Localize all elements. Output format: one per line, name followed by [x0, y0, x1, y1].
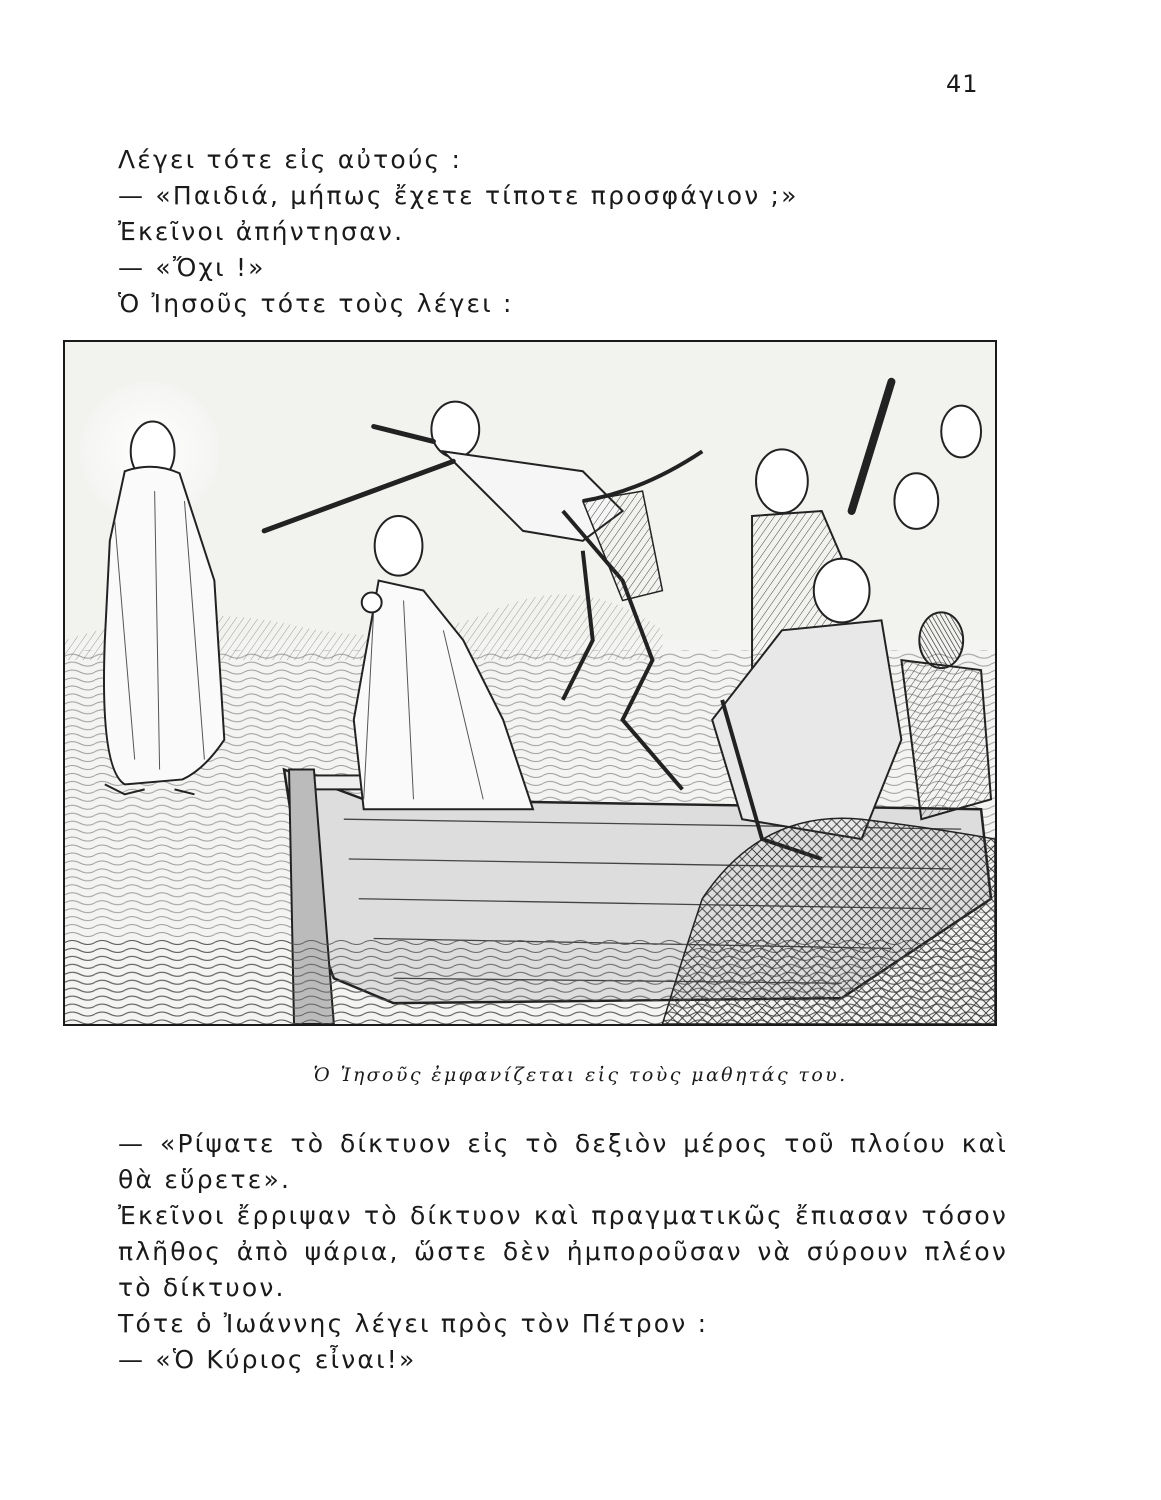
paragraph: — «Ρίψατε τὸ δίκτυον εἰς τὸ δεξιὸν μέρος τοῦ πλοίου καὶ θὰ εὕρετε». [118, 1129, 1008, 1194]
paragraph: Τότε ὁ Ἰωάννης λέγει πρὸς τὸν Πέτρον : [118, 1309, 709, 1338]
paragraph: Ἐκεῖνοι ἀπήντησαν. [118, 217, 405, 246]
page-number: 41 [946, 70, 979, 98]
paragraph: — «Ὁ Κύριος εἶναι!» [118, 1345, 417, 1374]
engraving-illustration [63, 340, 997, 1026]
engraving-drawing [65, 342, 995, 1024]
paragraph: Λέγει τότε εἰς αὐτούς : [118, 145, 463, 174]
bottom-text-block [58, 1126, 1008, 1378]
paragraph: Ἐκεῖνοι ἔρριψαν τὸ δίκτυον καὶ πραγματικῶς ἔπιασαν τόσον πλῆθος ἀπὸ ψάρια, ὥστε δὲν ἠμποροῦσαν νὰ σύρουν πλέον τὸ δίκτυον. [118, 1201, 1008, 1302]
top-text-block [58, 142, 1008, 322]
paragraph: — «Ὄχι !» [118, 253, 266, 282]
paragraph: Ὁ Ἰησοῦς τότε τοὺς λέγει : [118, 289, 514, 318]
paragraph: — «Παιδιά, μήπως ἔχετε τίποτε προσφάγιον ;» [118, 181, 799, 210]
figure-caption: Ὁ Ἰησοῦς ἐμφανίζεται εἰς τοὺς μαθητάς του. [313, 1064, 848, 1086]
